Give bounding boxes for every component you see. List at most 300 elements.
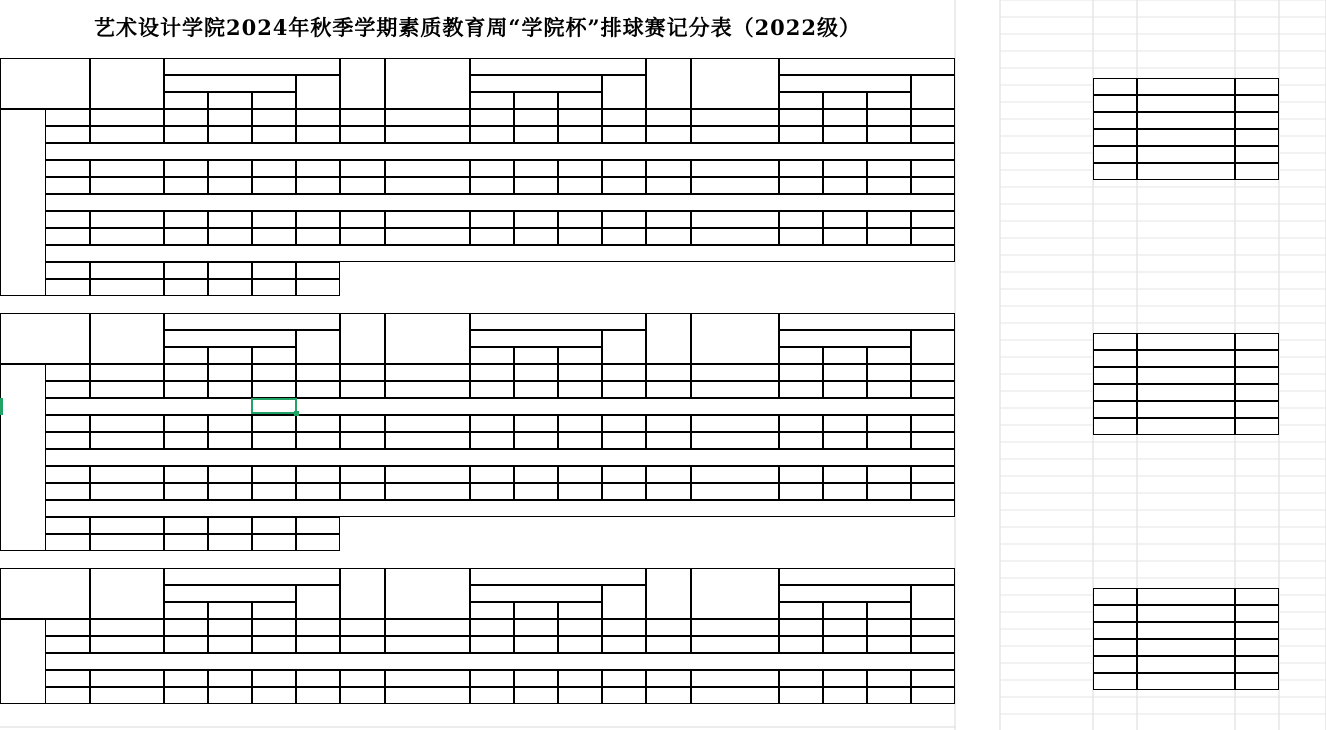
team-id[interactable] [340, 364, 385, 381]
header-set1[interactable] [470, 347, 514, 364]
summary-cell[interactable] [1235, 350, 1279, 367]
header-set2[interactable] [514, 92, 558, 109]
set2-score[interactable] [823, 670, 867, 687]
team-id[interactable] [646, 670, 691, 687]
match-points[interactable] [911, 636, 955, 653]
summary-cell[interactable] [1137, 129, 1235, 146]
summary-header[interactable] [1093, 333, 1137, 350]
summary-cell[interactable] [1137, 418, 1235, 435]
set2-score[interactable] [823, 126, 867, 143]
spacer-row[interactable] [45, 653, 955, 670]
match-points[interactable] [296, 262, 340, 279]
team-class[interactable] [90, 670, 164, 687]
team-class[interactable] [90, 432, 164, 449]
set3-score[interactable] [252, 619, 296, 636]
team-id[interactable] [646, 466, 691, 483]
summary-cell[interactable] [1093, 656, 1137, 673]
header-class[interactable] [691, 58, 779, 109]
header-set2[interactable] [514, 602, 558, 619]
team-class[interactable] [691, 670, 779, 687]
set1-score[interactable] [164, 228, 208, 245]
team-id[interactable] [45, 262, 90, 279]
header-class[interactable] [385, 568, 470, 619]
header-points[interactable] [911, 585, 955, 619]
set3-score[interactable] [558, 619, 602, 636]
set1-score[interactable] [164, 432, 208, 449]
set2-score[interactable] [208, 534, 252, 551]
set3-score[interactable] [867, 126, 911, 143]
match-points[interactable] [602, 109, 646, 126]
summary-cell[interactable] [1235, 163, 1279, 180]
team-id[interactable] [646, 619, 691, 636]
team-id[interactable] [646, 636, 691, 653]
match-points[interactable] [911, 211, 955, 228]
header-score[interactable] [470, 568, 646, 585]
group-label[interactable] [0, 364, 46, 551]
header-points[interactable] [602, 585, 646, 619]
set1-score[interactable] [779, 432, 823, 449]
summary-cell[interactable] [1093, 163, 1137, 180]
header-blank[interactable] [0, 568, 90, 619]
set2-score[interactable] [823, 177, 867, 194]
team-id[interactable] [340, 483, 385, 500]
set3-score[interactable] [867, 381, 911, 398]
match-points[interactable] [296, 432, 340, 449]
set3-score[interactable] [558, 364, 602, 381]
set1-score[interactable] [779, 364, 823, 381]
set2-score[interactable] [208, 670, 252, 687]
header-set1[interactable] [164, 347, 208, 364]
header-set2[interactable] [208, 347, 252, 364]
set3-score[interactable] [252, 466, 296, 483]
set1-score[interactable] [164, 670, 208, 687]
header-points[interactable] [602, 330, 646, 364]
team-id[interactable] [646, 177, 691, 194]
set3-score[interactable] [252, 126, 296, 143]
set2-score[interactable] [208, 381, 252, 398]
set2-score[interactable] [823, 381, 867, 398]
header-set1[interactable] [779, 347, 823, 364]
header-set-score[interactable] [470, 75, 602, 92]
set2-score[interactable] [208, 126, 252, 143]
summary-cell[interactable] [1093, 129, 1137, 146]
set3-score[interactable] [252, 483, 296, 500]
match-points[interactable] [296, 619, 340, 636]
team-class[interactable] [90, 483, 164, 500]
set2-score[interactable] [514, 109, 558, 126]
selected-cell[interactable] [251, 398, 297, 414]
set1-score[interactable] [470, 636, 514, 653]
summary-cell[interactable] [1137, 95, 1235, 112]
header-set-score[interactable] [779, 585, 911, 602]
match-points[interactable] [296, 466, 340, 483]
set2-score[interactable] [823, 636, 867, 653]
set2-score[interactable] [514, 228, 558, 245]
match-points[interactable] [602, 177, 646, 194]
set1-score[interactable] [779, 211, 823, 228]
set3-score[interactable] [558, 466, 602, 483]
set2-score[interactable] [208, 211, 252, 228]
team-class[interactable] [691, 160, 779, 177]
spacer-row[interactable] [45, 194, 955, 211]
set2-score[interactable] [823, 466, 867, 483]
team-class[interactable] [691, 381, 779, 398]
summary-cell[interactable] [1137, 673, 1235, 690]
team-class[interactable] [90, 687, 164, 704]
set1-score[interactable] [470, 228, 514, 245]
team-id[interactable] [340, 619, 385, 636]
team-class[interactable] [385, 466, 470, 483]
set3-score[interactable] [867, 432, 911, 449]
team-class[interactable] [385, 415, 470, 432]
set3-score[interactable] [252, 517, 296, 534]
set1-score[interactable] [164, 279, 208, 296]
match-points[interactable] [602, 619, 646, 636]
set3-score[interactable] [252, 109, 296, 126]
set2-score[interactable] [514, 160, 558, 177]
header-class[interactable] [385, 58, 470, 109]
team-class[interactable] [385, 177, 470, 194]
summary-cell[interactable] [1137, 146, 1235, 163]
match-points[interactable] [911, 364, 955, 381]
match-points[interactable] [296, 364, 340, 381]
team-id[interactable] [45, 228, 90, 245]
team-class[interactable] [90, 364, 164, 381]
header-class[interactable] [90, 568, 164, 619]
match-points[interactable] [296, 670, 340, 687]
set2-score[interactable] [514, 619, 558, 636]
team-id[interactable] [45, 415, 90, 432]
set2-score[interactable] [208, 466, 252, 483]
team-class[interactable] [691, 228, 779, 245]
set1-score[interactable] [470, 670, 514, 687]
set1-score[interactable] [779, 177, 823, 194]
header-set3[interactable] [867, 92, 911, 109]
set1-score[interactable] [470, 381, 514, 398]
team-id[interactable] [45, 126, 90, 143]
set1-score[interactable] [164, 211, 208, 228]
team-id[interactable] [646, 415, 691, 432]
set3-score[interactable] [252, 177, 296, 194]
summary-header[interactable] [1093, 78, 1137, 95]
team-class[interactable] [385, 228, 470, 245]
set2-score[interactable] [208, 636, 252, 653]
set2-score[interactable] [208, 262, 252, 279]
set1-score[interactable] [779, 415, 823, 432]
team-class[interactable] [90, 636, 164, 653]
match-points[interactable] [602, 432, 646, 449]
match-points[interactable] [602, 126, 646, 143]
header-points[interactable] [296, 330, 340, 364]
team-id[interactable] [340, 211, 385, 228]
header-set1[interactable] [164, 602, 208, 619]
team-class[interactable] [385, 483, 470, 500]
set2-score[interactable] [514, 364, 558, 381]
match-points[interactable] [602, 211, 646, 228]
team-id[interactable] [340, 636, 385, 653]
set2-score[interactable] [514, 432, 558, 449]
header-score[interactable] [470, 313, 646, 330]
set1-score[interactable] [779, 109, 823, 126]
team-id[interactable] [340, 415, 385, 432]
set2-score[interactable] [823, 619, 867, 636]
team-id[interactable] [45, 670, 90, 687]
header-score[interactable] [779, 313, 955, 330]
set2-score[interactable] [514, 415, 558, 432]
set3-score[interactable] [252, 687, 296, 704]
header-set2[interactable] [208, 92, 252, 109]
set3-score[interactable] [867, 177, 911, 194]
match-points[interactable] [296, 228, 340, 245]
team-class[interactable] [90, 517, 164, 534]
summary-cell[interactable] [1137, 656, 1235, 673]
team-class[interactable] [90, 279, 164, 296]
set3-score[interactable] [867, 687, 911, 704]
set3-score[interactable] [867, 619, 911, 636]
set1-score[interactable] [164, 636, 208, 653]
header-points[interactable] [602, 75, 646, 109]
group-label[interactable] [0, 619, 46, 704]
header-set1[interactable] [779, 602, 823, 619]
set3-score[interactable] [558, 415, 602, 432]
match-points[interactable] [602, 483, 646, 500]
summary-cell[interactable] [1137, 401, 1235, 418]
header-set3[interactable] [867, 347, 911, 364]
set1-score[interactable] [779, 381, 823, 398]
team-class[interactable] [385, 211, 470, 228]
team-class[interactable] [691, 109, 779, 126]
set3-score[interactable] [558, 381, 602, 398]
set1-score[interactable] [164, 381, 208, 398]
header-score[interactable] [470, 58, 646, 75]
team-class[interactable] [385, 636, 470, 653]
summary-cell[interactable] [1235, 384, 1279, 401]
team-id[interactable] [45, 687, 90, 704]
summary-cell[interactable] [1235, 129, 1279, 146]
summary-cell[interactable] [1093, 384, 1137, 401]
team-id[interactable] [340, 109, 385, 126]
header-blank[interactable] [646, 568, 691, 619]
set2-score[interactable] [823, 415, 867, 432]
header-points[interactable] [911, 75, 955, 109]
header-score[interactable] [164, 58, 340, 75]
team-id[interactable] [646, 126, 691, 143]
match-points[interactable] [911, 619, 955, 636]
set3-score[interactable] [252, 262, 296, 279]
set1-score[interactable] [779, 619, 823, 636]
team-class[interactable] [691, 636, 779, 653]
match-points[interactable] [296, 160, 340, 177]
set2-score[interactable] [208, 109, 252, 126]
set2-score[interactable] [208, 517, 252, 534]
set3-score[interactable] [252, 211, 296, 228]
team-class[interactable] [90, 619, 164, 636]
set3-score[interactable] [558, 228, 602, 245]
team-class[interactable] [385, 687, 470, 704]
team-id[interactable] [646, 687, 691, 704]
team-class[interactable] [691, 687, 779, 704]
set2-score[interactable] [823, 228, 867, 245]
header-set2[interactable] [823, 347, 867, 364]
spacer-row[interactable] [45, 449, 955, 466]
match-points[interactable] [602, 364, 646, 381]
summary-cell[interactable] [1235, 656, 1279, 673]
set1-score[interactable] [164, 262, 208, 279]
header-set-score[interactable] [470, 330, 602, 347]
set3-score[interactable] [867, 364, 911, 381]
team-class[interactable] [691, 619, 779, 636]
header-blank[interactable] [646, 313, 691, 364]
team-id[interactable] [45, 364, 90, 381]
set2-score[interactable] [514, 211, 558, 228]
set1-score[interactable] [470, 466, 514, 483]
match-points[interactable] [296, 381, 340, 398]
set3-score[interactable] [867, 228, 911, 245]
set3-score[interactable] [867, 160, 911, 177]
team-id[interactable] [45, 109, 90, 126]
match-points[interactable] [296, 687, 340, 704]
spacer-row[interactable] [45, 500, 955, 517]
team-id[interactable] [340, 432, 385, 449]
header-set-score[interactable] [164, 585, 296, 602]
set2-score[interactable] [823, 109, 867, 126]
header-blank[interactable] [646, 58, 691, 109]
summary-cell[interactable] [1093, 95, 1137, 112]
match-points[interactable] [296, 109, 340, 126]
set1-score[interactable] [164, 126, 208, 143]
summary-cell[interactable] [1235, 622, 1279, 639]
team-class[interactable] [385, 670, 470, 687]
summary-cell[interactable] [1235, 418, 1279, 435]
match-points[interactable] [911, 177, 955, 194]
set3-score[interactable] [252, 636, 296, 653]
summary-header[interactable] [1235, 333, 1279, 350]
set3-score[interactable] [867, 415, 911, 432]
team-class[interactable] [385, 160, 470, 177]
team-id[interactable] [45, 432, 90, 449]
set3-score[interactable] [867, 211, 911, 228]
team-class[interactable] [90, 126, 164, 143]
set2-score[interactable] [514, 636, 558, 653]
team-class[interactable] [691, 466, 779, 483]
team-class[interactable] [385, 432, 470, 449]
set1-score[interactable] [164, 160, 208, 177]
summary-cell[interactable] [1137, 605, 1235, 622]
header-set2[interactable] [823, 92, 867, 109]
team-class[interactable] [691, 126, 779, 143]
set1-score[interactable] [470, 364, 514, 381]
fill-handle[interactable] [294, 411, 299, 416]
header-class[interactable] [90, 58, 164, 109]
team-id[interactable] [45, 211, 90, 228]
summary-header[interactable] [1093, 588, 1137, 605]
team-id[interactable] [340, 670, 385, 687]
team-class[interactable] [90, 109, 164, 126]
set1-score[interactable] [779, 670, 823, 687]
summary-cell[interactable] [1137, 163, 1235, 180]
summary-cell[interactable] [1093, 401, 1137, 418]
set1-score[interactable] [779, 228, 823, 245]
summary-cell[interactable] [1093, 146, 1137, 163]
spacer-row[interactable] [45, 143, 955, 160]
set3-score[interactable] [867, 466, 911, 483]
match-points[interactable] [602, 687, 646, 704]
set1-score[interactable] [470, 432, 514, 449]
set2-score[interactable] [208, 687, 252, 704]
set1-score[interactable] [779, 636, 823, 653]
match-points[interactable] [602, 670, 646, 687]
summary-cell[interactable] [1235, 401, 1279, 418]
team-id[interactable] [646, 381, 691, 398]
team-class[interactable] [90, 211, 164, 228]
set2-score[interactable] [514, 126, 558, 143]
header-set1[interactable] [470, 602, 514, 619]
match-points[interactable] [911, 160, 955, 177]
team-id[interactable] [646, 483, 691, 500]
summary-cell[interactable] [1235, 146, 1279, 163]
summary-cell[interactable] [1093, 418, 1137, 435]
set3-score[interactable] [558, 636, 602, 653]
set1-score[interactable] [779, 466, 823, 483]
match-points[interactable] [911, 109, 955, 126]
header-points[interactable] [911, 330, 955, 364]
set3-score[interactable] [252, 534, 296, 551]
match-points[interactable] [602, 160, 646, 177]
header-class[interactable] [691, 313, 779, 364]
header-score[interactable] [164, 568, 340, 585]
match-points[interactable] [296, 534, 340, 551]
header-set1[interactable] [470, 92, 514, 109]
match-points[interactable] [602, 415, 646, 432]
summary-cell[interactable] [1137, 350, 1235, 367]
team-id[interactable] [340, 466, 385, 483]
spacer-row[interactable] [45, 245, 955, 262]
header-set-score[interactable] [470, 585, 602, 602]
match-points[interactable] [602, 466, 646, 483]
header-set-score[interactable] [164, 75, 296, 92]
team-class[interactable] [691, 211, 779, 228]
set2-score[interactable] [514, 177, 558, 194]
header-score[interactable] [164, 313, 340, 330]
match-points[interactable] [296, 517, 340, 534]
set2-score[interactable] [514, 381, 558, 398]
set3-score[interactable] [558, 483, 602, 500]
team-id[interactable] [340, 381, 385, 398]
match-points[interactable] [296, 483, 340, 500]
team-id[interactable] [646, 364, 691, 381]
set1-score[interactable] [164, 619, 208, 636]
header-points[interactable] [296, 75, 340, 109]
header-set-score[interactable] [779, 330, 911, 347]
match-points[interactable] [911, 126, 955, 143]
team-id[interactable] [45, 636, 90, 653]
set3-score[interactable] [252, 364, 296, 381]
match-points[interactable] [602, 636, 646, 653]
match-points[interactable] [911, 415, 955, 432]
set1-score[interactable] [164, 517, 208, 534]
header-set1[interactable] [779, 92, 823, 109]
set2-score[interactable] [208, 364, 252, 381]
set3-score[interactable] [867, 483, 911, 500]
team-id[interactable] [646, 160, 691, 177]
summary-cell[interactable] [1137, 112, 1235, 129]
set1-score[interactable] [779, 126, 823, 143]
team-id[interactable] [45, 381, 90, 398]
header-set2[interactable] [208, 602, 252, 619]
header-blank[interactable] [0, 313, 90, 364]
match-points[interactable] [911, 483, 955, 500]
match-points[interactable] [911, 670, 955, 687]
